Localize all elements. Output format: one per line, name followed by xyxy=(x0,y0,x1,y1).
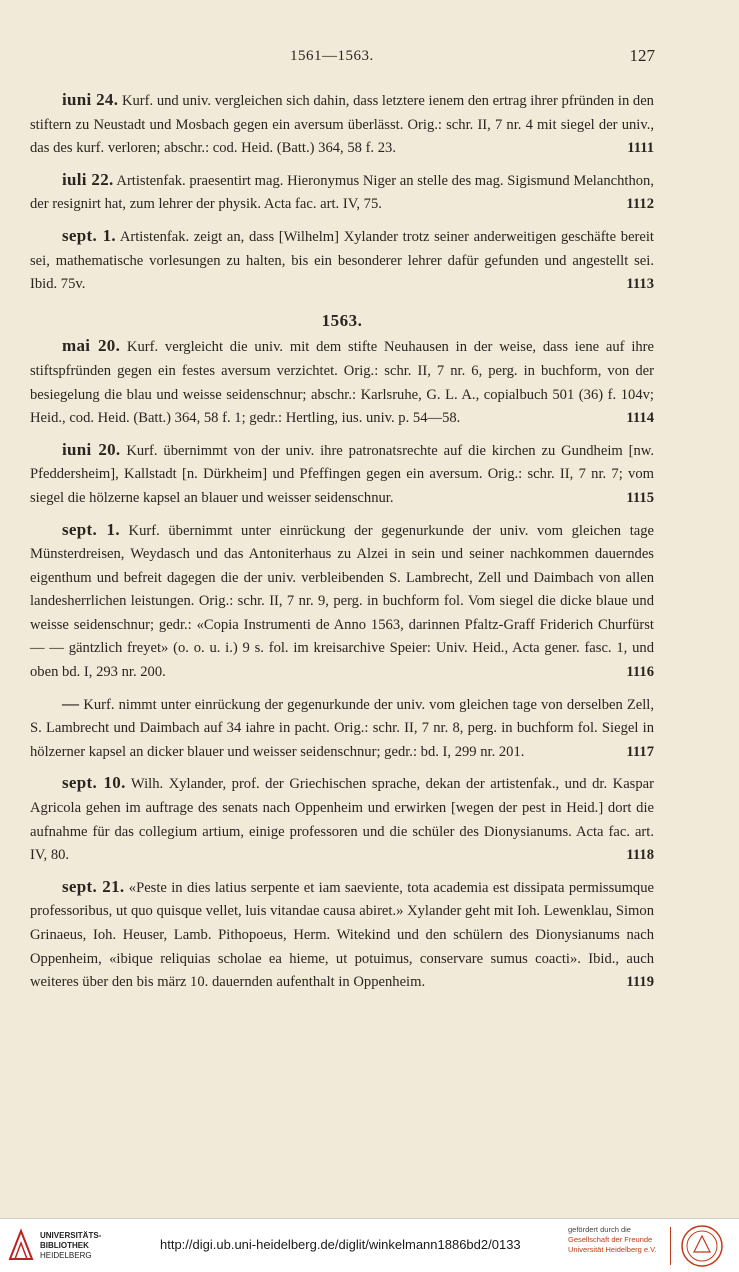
entries-1563 xyxy=(30,334,654,994)
regest-entry xyxy=(30,692,654,765)
entry-number: 1115 xyxy=(626,489,654,506)
entry-text: Kurf. nimmt unter einrückung der gegenurkunde der univ. vom gleichen tage von derselben Zell, S. Lambrecht und Daimbach auf 34 iahre in pacht. Orig.: schr. II, 7 nr. 8, perg. in buchform fol. Siegel in hölzerner kapsel an dicker blauer und weisser seidenschnur; gedr.: bd. I, 299 nr. 201. xyxy=(30,696,654,760)
entry-date: — xyxy=(62,693,80,713)
entry-text: Kurf. übernimmt von der univ. ihre patronatsrechte auf die kirchen zu Gundheim [nw. Pfeddersheim], Kallstadt [n. Dürkheim] und Pfeffingen gegen ein aversum. Orig.: schr. II, 7 nr. 7; vom siegel die hölzerne kapsel an blauer und weisser seidenschnur. xyxy=(30,442,654,506)
entry-text: Kurf. übernimmt unter einrückung der gegenurkunde der univ. vom gleichen tage Münsterdreisen, Weydasch und das Antoniterhaus zu Alzei in sein und seiner nachkommen dauerndes eigenthum und befreit dagegen die der univ. verbleibenden S. Lambrecht, Zell und Daimbach von allen landesherrlichen leistungen. Orig.: schr. II, 7 nr. 9, perg. in buchform fol. Vom siegel die dicke blaue und weisse seidenschnur; gedr.: «Copia Instrumenti de Anno 1563, darinnen Pfaltz-Graff Friderich Churfürst — — gäntzlich freyet» (o. o. u. i.) 9 s. fol. im kreisarchive Speier: Univ. Heid., Acta gener. fasc. 1, und oben bd. I, 293 nr. 200. xyxy=(30,522,654,681)
entry-number: 1119 xyxy=(626,974,654,991)
entry-date: iuli 22. xyxy=(62,169,114,189)
regest-entry xyxy=(30,875,654,995)
entry-date: sept. 21. xyxy=(62,876,125,896)
regest-entry xyxy=(30,438,654,511)
entry-number: 1112 xyxy=(626,196,654,213)
university-library-name: UNIVERSITÄTS- BIBLIOTHEK HEIDELBERG xyxy=(40,1231,102,1260)
permalink-url[interactable]: http://digi.ub.uni-heidelberg.de/diglit/winkelmann1886bd2/0133 xyxy=(160,1237,521,1252)
running-head xyxy=(0,46,739,70)
entry-number: 1116 xyxy=(626,664,654,681)
entry-number: 1113 xyxy=(626,276,654,293)
regest-entry xyxy=(30,518,654,685)
entry-text: «Peste in dies latius serpente et iam saeviente, tota academia est dissipata permissumque professoribus, ut quo quisque vellet, luis vitandae causa abiret.» Xylander geht mit Ioh. Lewenklau, Simon Grinaeus, Ioh. Heuser, Lamb. Pithopoeus, Herm. Witekind und den schülern des Dionysianums nach Oppenheim, «ibique reliquias scholae ea hieme, ut potuimus, conservare sumus coacti». Ibid., auch weiteres über den bis märz 10. dauernden aufenthalt in Oppenheim. xyxy=(30,879,654,991)
document-body xyxy=(30,88,654,1002)
entries-1562 xyxy=(30,88,654,297)
regest-entry xyxy=(30,334,654,430)
regest-entry xyxy=(30,224,654,297)
entry-date: sept. 1. xyxy=(62,519,120,539)
sponsor-credit: gefördert durch die Gesellschaft der Freunde Universität Heidelberg e.V. xyxy=(568,1225,657,1254)
entry-number: 1114 xyxy=(626,410,654,427)
entry-number: 1117 xyxy=(626,743,654,760)
regest-entry xyxy=(30,168,654,217)
entry-text: Artistenfak. zeigt an, dass [Wilhelm] Xylander trotz seiner anderweitigen geschäfte bereit sei, mathematische vorlesungen zu halten, bis ein besonderer lehrer dafür gefunden und angestellt sei. Ibid. 75v. xyxy=(30,228,654,293)
running-head-years: 1561—1563. xyxy=(290,48,374,64)
year-heading: 1563. xyxy=(321,310,363,330)
entry-date: sept. 10. xyxy=(62,773,126,793)
entry-text: Kurf. und univ. vergleichen sich dahin, dass letztere ienem den ertrag ihrer pfründen in den stiftern zu Neustadt und Mosbach gegen ein aversum überlässt. Orig.: schr. II, 7 nr. 4 mit siegel der univ., das des kurf. verloren; abschr.: cod. Heid. (Batt.) 364, 58 f. 23. xyxy=(30,93,654,157)
entry-date: mai 20. xyxy=(62,336,121,356)
entry-number: 1111 xyxy=(627,140,654,157)
entry-text: Wilh. Xylander, prof. der Griechischen sprache, dekan der artistenfak., und dr. Kaspar Agricola gehen im auftrage des senats nach Oppenheim und erwirken [wegen der pest in Heid.] dort die aufnahme für das collegium artium, einige professoren und die schüler des Dionysianums. Acta fac. art. IV, 80. xyxy=(30,776,654,864)
footer-divider xyxy=(670,1227,671,1265)
university-seal-icon xyxy=(680,1224,724,1268)
entry-date: iuni 24. xyxy=(62,90,119,109)
entry-text: Kurf. vergleicht die univ. mit dem stifte Neuhausen in der weise, dass iene auf ihre stiftspfründen gegen ein festes aversum verzichtet. Orig.: schr. II, 7 nr. 6, perg. in buchform, von der besiegelung die blau und weisse seidenschnur; abschr.: Karlsruhe, G. L. A., copialbuch 501 (36) f. 104v; Heid., cod. Heid. (Batt.) 364, 58 f. 1; gedr.: Hertling, ius. univ. p. 54—58. xyxy=(30,339,655,427)
entry-number: 1118 xyxy=(626,847,654,864)
page-number: 127 xyxy=(629,46,655,65)
entry-date: sept. 1. xyxy=(62,225,116,245)
entry-text: Artistenfak. praesentirt mag. Hieronymus Niger an stelle des mag. Sigismund Melanchthon, der resignirt hat, zum lehrer der physik. Acta fac. art. IV, 75. xyxy=(30,172,654,213)
entry-date: iuni 20. xyxy=(62,439,121,459)
regest-entry xyxy=(30,771,654,867)
regest-entry xyxy=(30,88,654,161)
viewer-footer xyxy=(0,1218,739,1272)
university-library-logo-icon xyxy=(6,1227,36,1263)
